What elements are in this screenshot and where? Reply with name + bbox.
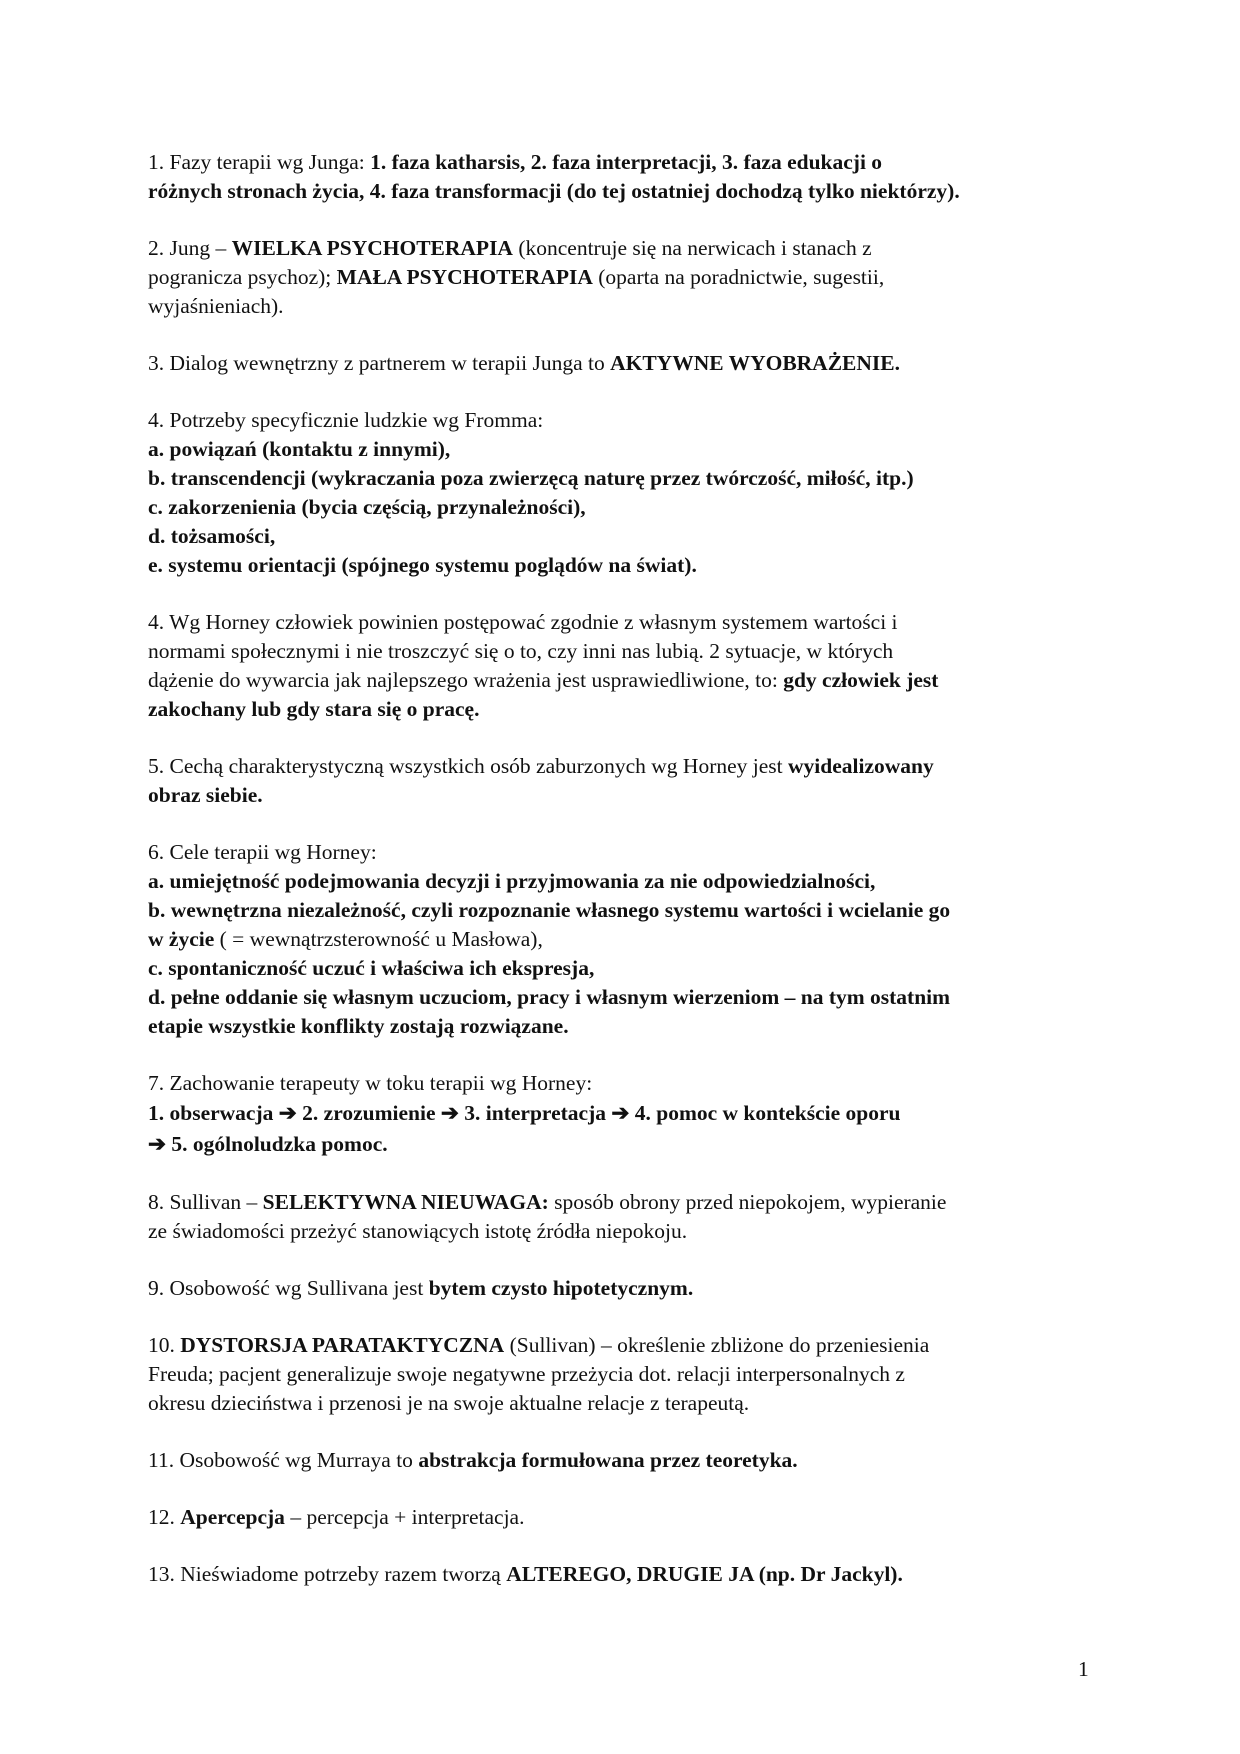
text: (Sullivan) – określenie zbliżone do przeniesienia — [504, 1333, 930, 1357]
right-arrow-icon: ➔ — [278, 1101, 297, 1125]
step-text: 4. pomoc w kontekście oporu — [629, 1101, 901, 1125]
bold-text: wyidealizowany — [788, 754, 934, 778]
page-number: 1 — [1078, 1657, 1089, 1681]
text: 7. Zachowanie terapeuty w toku terapii wg Horney: — [148, 1071, 593, 1095]
right-arrow-icon: ➔ — [440, 1101, 459, 1125]
bold-text: MAŁA PSYCHOTERAPIA — [336, 265, 593, 289]
paragraph-8 — [148, 1069, 1088, 1160]
paragraph-12 — [148, 1446, 1088, 1475]
text: 9. Osobowość wg Sullivana jest — [148, 1276, 429, 1300]
bold-text: abstrakcja formułowana przez teoretyka. — [418, 1448, 798, 1472]
paragraph-11 — [148, 1331, 1088, 1418]
text: ze świadomości przeżyć stanowiących istotę źródła niepokoju. — [148, 1219, 688, 1243]
bold-text: AKTYWNE WYOBRAŻENIE. — [610, 351, 900, 375]
text: Freuda; pacjent generalizuje swoje negatywne przeżycia dot. relacji interpersonalnych z — [148, 1362, 905, 1386]
text: (oparta na poradnictwie, sugestii, — [592, 265, 885, 289]
list-item: a. powiązań (kontaktu z innymi), — [148, 437, 451, 461]
text: 5. Cechą charakterystyczną wszystkich osób zaburzonych wg Horney jest — [148, 754, 789, 778]
bold-text: ALTEREGO, DRUGIE JA (np. Dr Jackyl). — [506, 1562, 903, 1586]
list-item: c. spontaniczność uczuć i właściwa ich ekspresja, — [148, 956, 595, 980]
paragraph-9 — [148, 1188, 1088, 1246]
step-text: 5. ogólnoludzka pomoc. — [166, 1132, 388, 1156]
text: ( = wewnątrzsterowność u Masłowa), — [214, 927, 543, 951]
text: 10. — [148, 1333, 181, 1357]
paragraph-2 — [148, 234, 1088, 321]
bold-text: gdy człowiek jest — [783, 668, 939, 692]
list-item: c. zakorzenienia (bycia częścią, przynależności), — [148, 495, 586, 519]
text: 13. Nieświadome potrzeby razem tworzą — [148, 1562, 507, 1586]
bold-text: DYSTORSJA PARATAKTYCZNA — [180, 1333, 505, 1357]
text: 6. Cele terapii wg Horney: — [148, 840, 377, 864]
text: 3. Dialog wewnętrzny z partnerem w terapii Junga to — [148, 351, 611, 375]
right-arrow-icon: ➔ — [611, 1101, 630, 1125]
bold-text: obraz siebie. — [148, 783, 263, 807]
bold-text: zakochany lub gdy stara się o pracę. — [148, 697, 480, 721]
list-item: etapie wszystkie konflikty zostają rozwiązane. — [148, 1014, 569, 1038]
paragraph-1 — [148, 148, 1088, 206]
text: 8. Sullivan – — [148, 1190, 263, 1214]
text: pogranicza psychoz); — [148, 265, 337, 289]
text: 2. Jung – — [148, 236, 232, 260]
list-item: e. systemu orientacji (spójnego systemu poglądów na świat). — [148, 553, 697, 577]
text: wyjaśnieniach). — [148, 294, 284, 318]
text: normami społecznymi i nie troszczyć się o to, czy inni nas lubią. 2 sytuacje, w których — [148, 639, 894, 663]
bold-text: różnych stronach życia, 4. faza transformacji (do tej ostatniej dochodzą tylko niektórzy). — [148, 179, 960, 203]
text: 11. Osobowość wg Murraya to — [148, 1448, 419, 1472]
paragraph-5 — [148, 608, 1088, 724]
paragraph-4 — [148, 406, 1088, 580]
paragraph-14 — [148, 1560, 1088, 1589]
bold-text: WIELKA PSYCHOTERAPIA — [231, 236, 513, 260]
text: 4. Potrzeby specyficznie ludzkie wg Fromma: — [148, 408, 544, 432]
text: sposób obrony przed niepokojem, wypieranie — [548, 1190, 947, 1214]
text: 12. — [148, 1505, 181, 1529]
step-text: 1. obserwacja — [148, 1101, 279, 1125]
paragraph-13 — [148, 1503, 1088, 1532]
list-item: b. transcendencji (wykraczania poza zwierzęcą naturę przez twórczość, miłość, itp.) — [148, 466, 914, 490]
paragraph-10 — [148, 1274, 1088, 1303]
paragraph-7 — [148, 838, 1088, 1041]
text: 4. Wg Horney człowiek powinien postępować zgodnie z własnym systemem wartości i — [148, 610, 898, 634]
bold-text: Apercepcja — [180, 1505, 285, 1529]
list-item: d. tożsamości, — [148, 524, 276, 548]
bold-text: SELEKTYWNA NIEUWAGA: — [262, 1190, 549, 1214]
text: dążenie do wywarcia jak najlepszego wrażenia jest usprawiedliwione, to: — [148, 668, 784, 692]
text: (koncentruje się na nerwicach i stanach z — [512, 236, 872, 260]
list-item: a. umiejętność podejmowania decyzji i przyjmowania za nie odpowiedzialności, — [148, 869, 876, 893]
paragraph-6 — [148, 752, 1088, 810]
text: okresu dzieciństwa i przenosi je na swoje aktualne relacje z terapeutą. — [148, 1391, 750, 1415]
step-text: 3. interpretacja — [458, 1101, 612, 1125]
step-text: 2. zrozumienie — [296, 1101, 441, 1125]
right-arrow-icon: ➔ — [148, 1132, 167, 1156]
text: – percepcja + interpretacja. — [284, 1505, 525, 1529]
bold-text: 1. faza katharsis, 2. faza interpretacji, 3. faza edukacji o — [370, 150, 883, 174]
bold-text: w życie — [148, 927, 215, 951]
list-item: b. wewnętrzna niezależność, czyli rozpoznanie własnego systemu wartości i wcielanie go — [148, 898, 951, 922]
document-body — [148, 148, 1088, 1617]
paragraph-3 — [148, 349, 1088, 378]
bold-text: bytem czysto hipotetycznym. — [428, 1276, 694, 1300]
list-item: d. pełne oddanie się własnym uczuciom, pracy i własnym wierzeniom – na tym ostatnim — [148, 985, 951, 1009]
text: 1. Fazy terapii wg Junga: — [148, 150, 371, 174]
